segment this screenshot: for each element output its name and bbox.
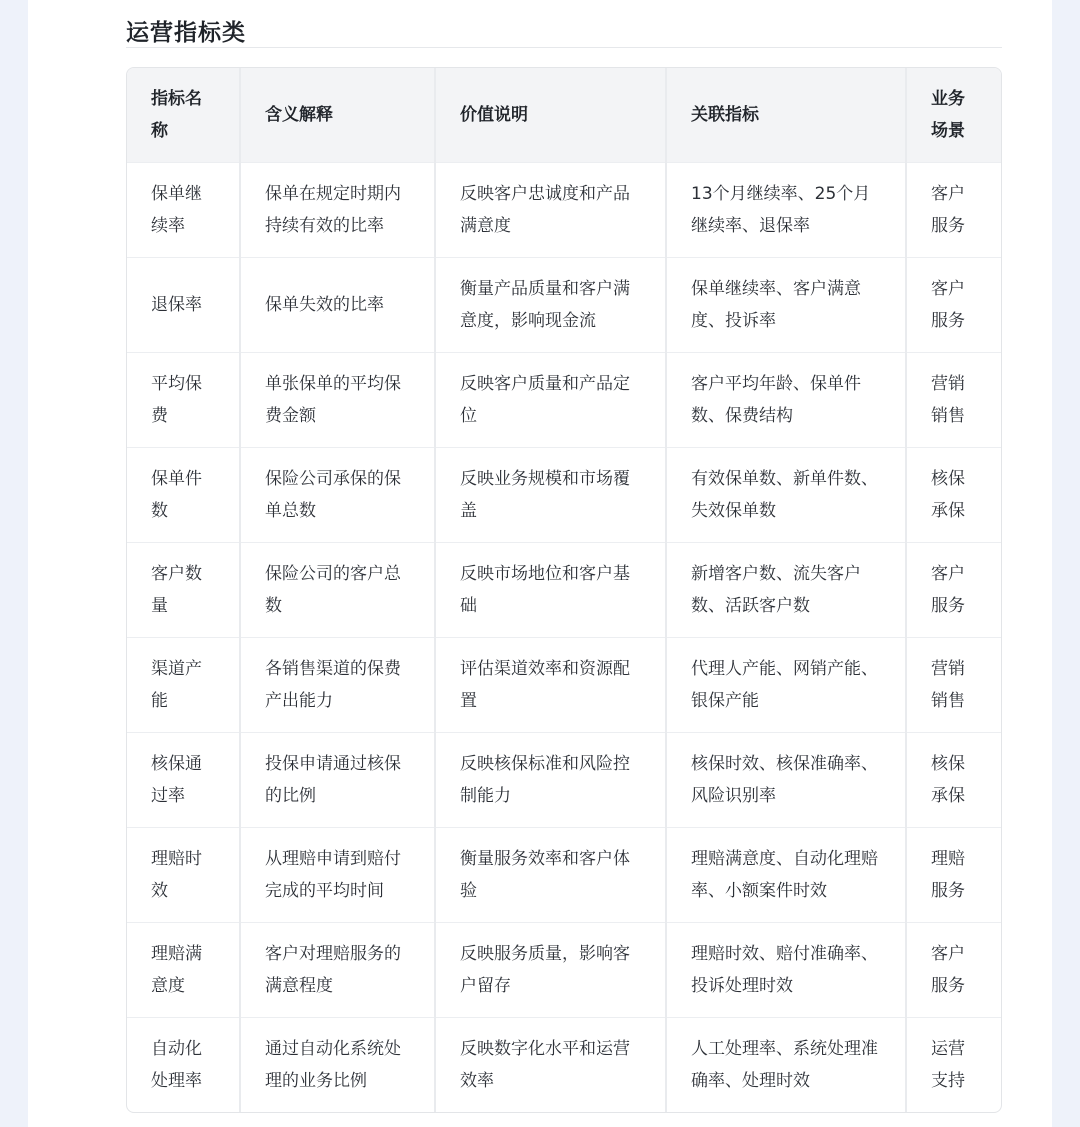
- cell-scenario: 客户服务: [906, 922, 1001, 1017]
- cell-scenario: 营销销售: [906, 352, 1001, 447]
- cell-value: 衡量服务效率和客户体验: [435, 827, 666, 922]
- table-row: [127, 922, 1001, 1017]
- cell-value: 反映服务质量，影响客户留存: [435, 922, 666, 1017]
- cell-value: 反映核保标准和风险控制能力: [435, 732, 666, 827]
- header-metric-name: 指标名称: [127, 68, 240, 162]
- cell-scenario: 客户服务: [906, 257, 1001, 352]
- cell-scenario: 核保承保: [906, 447, 1001, 542]
- table-row: [127, 732, 1001, 827]
- metrics-table-container: [126, 67, 1002, 1113]
- cell-related: 保单继续率、客户满意度、投诉率: [666, 257, 906, 352]
- cell-related: 代理人产能、网销产能、银保产能: [666, 637, 906, 732]
- cell-meaning: 通过自动化系统处理的业务比例: [240, 1017, 435, 1112]
- cell-value: 反映数字化水平和运营效率: [435, 1017, 666, 1112]
- table-row: [127, 827, 1001, 922]
- cell-scenario: 运营支持: [931, 1038, 965, 1091]
- table-row: [127, 257, 1001, 352]
- cell-meaning: 保险公司承保的保单总数: [240, 447, 435, 542]
- cell-related: 13个月继续率、25个月继续率、退保率: [666, 162, 906, 257]
- table-header: [127, 68, 1001, 162]
- cell-related: 核保时效、核保准确率、风险识别率: [666, 732, 906, 827]
- table-row: [127, 1017, 1001, 1112]
- cell-meaning: 从理赔申请到赔付完成的平均时间: [240, 827, 435, 922]
- cell-meaning: 保单失效的比率: [240, 257, 435, 352]
- cell-meaning: 保单在规定时期内持续有效的比率: [240, 162, 435, 257]
- section-title: 运营指标类: [126, 20, 246, 46]
- cell-metric-name: 保单继续率: [127, 162, 240, 257]
- table-body: [127, 162, 1001, 1112]
- table-row: [127, 637, 1001, 732]
- cell-scenario: 理赔服务: [906, 827, 1001, 922]
- cell-metric-name: 理赔满意度: [127, 922, 240, 1017]
- header-meaning: 含义解释: [240, 68, 435, 162]
- cell-related: 有效保单数、新单件数、失效保单数: [666, 447, 906, 542]
- cell-meaning: 单张保单的平均保费金额: [240, 352, 435, 447]
- cell-scenario: 核保承保: [906, 732, 1001, 827]
- cell-metric-name: 退保率: [127, 257, 240, 352]
- header-related: 关联指标: [666, 68, 906, 162]
- cell-metric-name: 保单件数: [127, 447, 240, 542]
- cell-related: 理赔满意度、自动化理赔率、小额案件时效: [666, 827, 906, 922]
- metrics-table: [127, 68, 1001, 1112]
- cell-meaning: 投保申请通过核保的比例: [240, 732, 435, 827]
- cell-value: 反映客户质量和产品定位: [435, 352, 666, 447]
- cell-related: 人工处理率、系统处理准确率、处理时效: [666, 1017, 906, 1112]
- cell-metric-name: 平均保费: [127, 352, 240, 447]
- header-value: 价值说明: [435, 68, 666, 162]
- header-row: [127, 68, 1001, 162]
- cell-value: 反映客户忠诚度和产品满意度: [435, 162, 666, 257]
- cell-metric-name: 理赔时效: [127, 827, 240, 922]
- cell-metric-name: 核保通过率: [127, 732, 240, 827]
- cell-meaning: 客户对理赔服务的满意程度: [240, 922, 435, 1017]
- cell-value: 反映业务规模和市场覆盖: [435, 447, 666, 542]
- cell-related: 新增客户数、流失客户数、活跃客户数: [666, 542, 906, 637]
- header-scenario: 业务场景: [906, 68, 1001, 162]
- cell-value: 评估渠道效率和资源配置: [435, 637, 666, 732]
- cell-scenario: 营销销售: [906, 637, 1001, 732]
- cell-meaning: 保险公司的客户总数: [240, 542, 435, 637]
- cell-value: 衡量产品质量和客户满意度，影响现金流: [435, 257, 666, 352]
- cell-metric-name: 客户数量: [127, 542, 240, 637]
- table-row: [127, 352, 1001, 447]
- cell-scenario: 客户服务: [906, 162, 1001, 257]
- table-row: [127, 447, 1001, 542]
- cell-related: 客户平均年龄、保单件数、保费结构: [666, 352, 906, 447]
- cell-metric-name: 渠道产能: [127, 637, 240, 732]
- cell-meaning: 各销售渠道的保费产出能力: [240, 637, 435, 732]
- cell-metric-name: 自动化处理率: [127, 1017, 240, 1112]
- table-row: [127, 162, 1001, 257]
- cell-scenario: 客户服务: [906, 542, 1001, 637]
- title-divider: [126, 47, 1002, 48]
- cell-related: 理赔时效、赔付准确率、投诉处理时效: [666, 922, 906, 1017]
- table-row: [127, 542, 1001, 637]
- document-page: [28, 0, 1052, 1127]
- cell-value: 反映市场地位和客户基础: [435, 542, 666, 637]
